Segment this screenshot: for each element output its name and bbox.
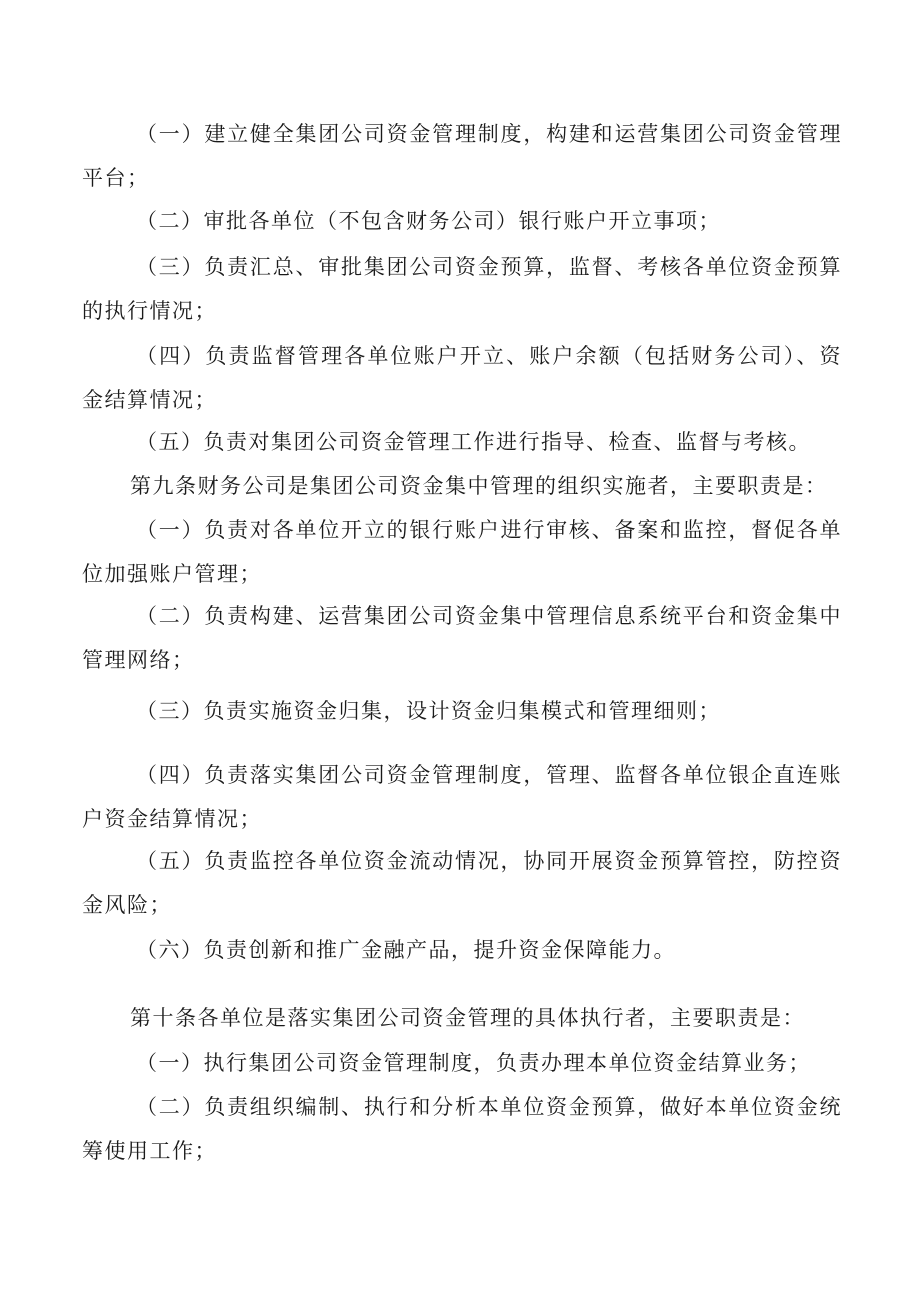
paragraph-item-2: （二）审批各单位（不包含财务公司）银行账户开立事项； [136, 209, 721, 233]
article-10-heading: 第十条各单位是落实集团公司资金管理的具体执行者，主要职责是： [130, 1006, 805, 1030]
paragraph-item-11: （五）负责监控各单位资金流动情况，协同开展资金预算管控，防控资金风险； [82, 849, 842, 917]
paragraph-item-4: （四）负责监督管理各单位账户开立、账户余额（包括财务公司）、资金结算情况； [82, 344, 842, 412]
paragraph-item-10: （四）负责落实集团公司资金管理制度，管理、监督各单位银企直连账户资金结算情况； [82, 763, 842, 831]
article-9-heading: 第九条财务公司是集团公司资金集中管理的组织实施者，主要职责是： [130, 474, 828, 498]
paragraph-item-7: （一）负责对各单位开立的银行账户进行审核、备案和监控，督促各单位加强账户管理； [82, 518, 842, 586]
paragraph-item-9: （三）负责实施资金归集，设计资金归集模式和管理细则； [136, 699, 721, 723]
paragraph-item-5: （五）负责对集团公司资金管理工作进行指导、检查、监督与考核。 [136, 430, 811, 454]
paragraph-item-8: （二）负责构建、运营集团公司资金集中管理信息系统平台和资金集中管理网络； [82, 604, 842, 672]
paragraph-item-12: （六）负责创新和推广金融产品，提升资金保障能力。 [136, 938, 676, 962]
paragraph-item-1: （一）建立健全集团公司资金管理制度，构建和运营集团公司资金管理平台； [82, 122, 842, 190]
paragraph-item-14: （一）执行集团公司资金管理制度，负责办理本单位资金结算业务； [136, 1051, 811, 1075]
paragraph-item-15: （二）负责组织编制、执行和分析本单位资金预算，做好本单位资金统筹使用工作； [82, 1095, 842, 1163]
paragraph-item-3: （三）负责汇总、审批集团公司资金预算，监督、考核各单位资金预算的执行情况； [82, 255, 842, 323]
